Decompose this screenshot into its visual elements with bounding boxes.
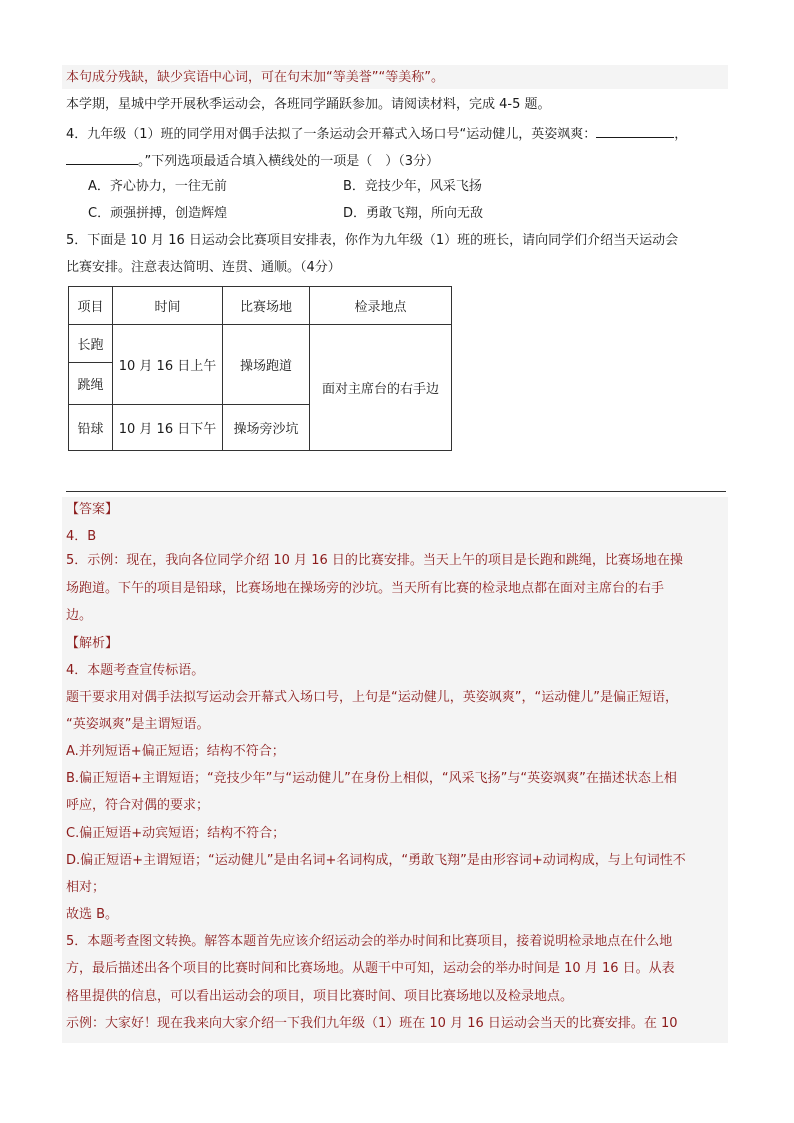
time-afternoon: 10 月 16 日下午 [113, 405, 223, 451]
time-morning: 10 月 16 日上午 [113, 325, 223, 405]
q4-line1: 4．九年级（1）班的同学用对偶手法拟了一条运动会开幕式入场口号“运动健儿，英姿飒爽： ， [66, 124, 687, 144]
analysis-line: B.偏正短语+主谓短语；“竞技少年”与“运动健儿”在身份上相似，“风采飞扬”与“英姿飒爽”在描述状态上相 [66, 771, 677, 786]
analysis-line: C.偏正短语+动宾短语；结构不符合； [66, 826, 286, 841]
answer-blank-2 [66, 151, 138, 165]
venue-sand: 操场旁沙坑 [223, 405, 310, 451]
answer-5-line1: 5．示例：现在，我向各位同学介绍 10 月 16 日的比赛安排。当天上午的项目是长跑和跳绳，比赛场地在操 [66, 553, 683, 568]
q4-option-b: B．竞技少年，风采飞扬 [343, 179, 482, 194]
q4-option-a: A．齐心协力，一往无前 [88, 179, 227, 194]
q5-line1: 5．下面是 10 月 16 日运动会比赛项目安排表，你作为九年级（1）班的班长，请向同学们介绍当天运动会 [66, 233, 679, 248]
analysis-line: 4．本题考查宣传标语。 [66, 663, 205, 678]
table-row [69, 325, 452, 363]
q5-line2: 比赛安排。注意表达简明、连贯、通顺。（4分） [66, 260, 341, 275]
analysis-line: 题干要求用对偶手法拟写运动会开幕式入场口号，上句是“运动健儿，英姿飒爽”，“运动健儿”是偏正短语， [66, 690, 678, 705]
header-event: 项目 [69, 287, 113, 325]
q4-option-c: C．顽强拼搏，创造辉煌 [88, 206, 228, 221]
analysis-line: “英姿飒爽”是主谓短语。 [66, 717, 210, 732]
answer-5-line2: 场跑道。下午的项目是铅球，比赛场地在操场旁的沙坑。当天所有比赛的检录地点都在面对主席台的右手 [66, 581, 665, 596]
answer-4: 4．B [66, 529, 97, 544]
answer-blank-1 [596, 124, 674, 138]
analysis-line: 格里提供的信息，可以看出运动会的项目，项目比赛时间、项目比赛场地以及检录地点。 [66, 989, 574, 1004]
q4-line2: 。”下列选项最适合填入横线处的一项是（ ）（3分） [66, 151, 439, 171]
answer-heading: 【答案】 [66, 502, 119, 517]
intro-text: 本学期，星城中学开展秋季运动会，各班同学踊跃参加。请阅读材料，完成 4-5 题。 [66, 97, 551, 112]
event-long-run: 长跑 [69, 325, 113, 363]
schedule-table [68, 286, 452, 451]
header-venue: 比赛场地 [223, 287, 310, 325]
header-checkin: 检录地点 [310, 287, 452, 325]
analysis-heading: 【解析】 [66, 636, 119, 651]
analysis-line: D.偏正短语+主谓短语；“运动健儿”是由名词+名词构成，“勇敢飞翔”是由形容词+动词构成，与上句词性不 [66, 853, 686, 868]
table-header-row [69, 287, 452, 325]
analysis-line: 5．本题考查图文转换。解答本题首先应该介绍运动会的举办时间和比赛项目，接着说明检录地点在什么地 [66, 934, 673, 949]
venue-track: 操场跑道 [223, 325, 310, 405]
checkin-location: 面对主席台的右手边 [310, 325, 452, 451]
header-time: 时间 [113, 287, 223, 325]
analysis-line: 示例：大家好！现在我来向大家介绍一下我们九年级（1）班在 10 月 16 日运动会当天的比赛安排。在 10 [66, 1016, 678, 1031]
q4-option-d: D．勇敢飞翔，所向无敌 [343, 206, 484, 221]
divider [66, 491, 726, 492]
analysis-line: A.并列短语+偏正短语；结构不符合； [66, 744, 285, 759]
top-note: 本句成分残缺，缺少宾语中心词，可在句末加“等美誉”“等美称”。 [66, 70, 444, 85]
analysis-line: 相对； [66, 880, 106, 895]
analysis-line: 故选 B。 [66, 907, 119, 922]
analysis-line: 方，最后描述出各个项目的比赛时间和比赛场地。从题干中可知，运动会的举办时间是 10 月 16 日。从表 [66, 961, 675, 976]
event-rope: 跳绳 [69, 363, 113, 405]
analysis-line: 呼应，符合对偶的要求； [66, 798, 210, 813]
event-shot: 铅球 [69, 405, 113, 451]
answer-5-line3: 边。 [66, 608, 93, 623]
